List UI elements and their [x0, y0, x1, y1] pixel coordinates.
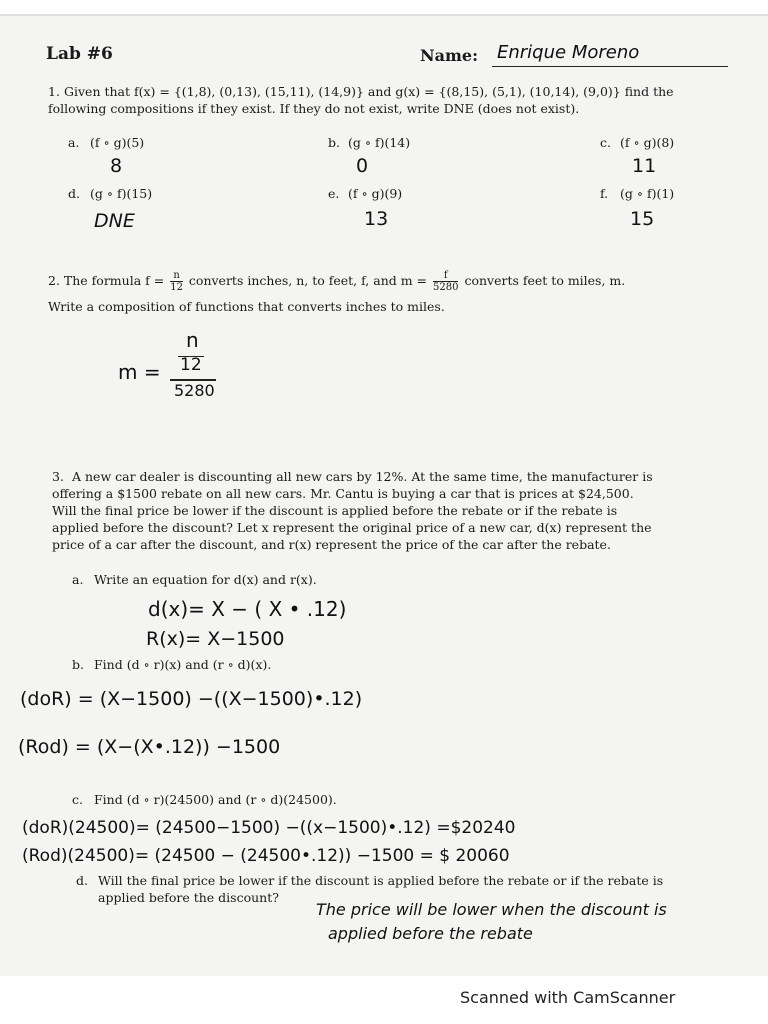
q3a-answer-d: d(x)= X − ( X • .12)	[148, 597, 347, 621]
q3c-answer-dor: (doR)(24500)= (24500−1500) −((x−1500)•.12) =$20240	[22, 818, 516, 838]
frac2-denominator: 5280	[433, 282, 459, 293]
q2-fraction-f-over-5280	[433, 270, 458, 293]
q2-answer-mid: 12	[180, 355, 202, 375]
student-name-handwritten: Enrique Moreno	[497, 42, 640, 63]
q3-line-2: offering a $1500 rebate on all new cars. Mr. Cantu is buying a car that is prices at $24,500.	[52, 486, 634, 501]
q3a-answer-r: R(x)= X−1500	[146, 628, 285, 650]
q3d-label: d.	[76, 873, 88, 888]
q3d-answer-line-1: The price will be lower when the discount is	[316, 900, 667, 919]
q3-line-1: A new car dealer is discounting all new cars by 12%. At the same time, the manufacturer is	[72, 469, 653, 484]
q2-text-2: converts inches, n, to feet, f, and m =	[188, 273, 428, 288]
q3-number: 3.	[52, 469, 64, 484]
q2-number: 2.	[48, 273, 60, 288]
q1c-expr: (f ∘ g)(8)	[620, 135, 675, 150]
frac2-numerator: f	[433, 270, 458, 282]
q3-line-3: Will the final price be lower if the discount is applied before the rebate or if the rebate is	[52, 503, 618, 518]
q3b-text: Find (d ∘ r)(x) and (r ∘ d)(x).	[94, 657, 272, 672]
q1a-label: a.	[68, 135, 80, 150]
q1a-answer: 8	[110, 155, 123, 177]
q1-line-2: following compositions if they exist. If they do not exist, write DNE (does not exist).	[48, 101, 580, 116]
name-underline	[492, 66, 728, 67]
q3c-label: c.	[72, 792, 83, 807]
q3-line-5: price of a car after the discount, and r(x) represent the price of the car after the rebate.	[52, 537, 611, 552]
q1-line-1: Given that f(x) = {(1,8), (0,13), (15,11), (14,9)} and g(x) = {(8,15), (5,1), (10,14), (9,0)} find the	[64, 84, 674, 99]
q2-text-1: The formula f =	[63, 273, 165, 288]
q1a-expr: (f ∘ g)(5)	[90, 135, 145, 150]
q1e-expr: (f ∘ g)(9)	[348, 186, 403, 201]
q3b-answer-dor: (doR) = (X−1500) −((X−1500)•.12)	[20, 688, 363, 710]
q3d-answer-line-2: applied before the rebate	[328, 924, 533, 943]
q3b-label: b.	[72, 657, 84, 672]
q1d-label: d.	[68, 186, 80, 201]
q2-answer-numerator: n	[186, 328, 199, 352]
q1f-label: f.	[600, 186, 609, 201]
q1d-answer: DNE	[94, 210, 135, 232]
q1c-answer: 11	[632, 155, 657, 177]
camscanner-watermark: Scanned with CamScanner	[460, 988, 676, 1007]
q1f-expr: (g ∘ f)(1)	[620, 186, 675, 201]
q1d-expr: (g ∘ f)(15)	[90, 186, 153, 201]
q2-answer-denominator: 5280	[174, 381, 215, 400]
q3a-label: a.	[72, 572, 84, 587]
q1-number: 1.	[48, 84, 60, 99]
q2-text-3: converts feet to miles, m.	[464, 273, 626, 288]
frac1-denominator: 12	[170, 282, 183, 293]
q1c-label: c.	[600, 135, 611, 150]
frac1-numerator: n	[170, 270, 183, 282]
q1f-answer: 15	[630, 208, 655, 230]
q3-line-4: applied before the discount? Let x represent the original price of a new car, d(x) represent the	[52, 520, 652, 535]
q2-fraction-n-over-12	[170, 270, 183, 293]
q1b-expr: (g ∘ f)(14)	[348, 135, 411, 150]
q3b-answer-rod: (Rod) = (X−(X•.12)) −1500	[18, 736, 281, 758]
q2-line-1	[48, 270, 625, 293]
q3a-text: Write an equation for d(x) and r(x).	[94, 572, 317, 587]
lab-title: Lab #6	[46, 44, 113, 64]
q2-line-2: Write a composition of functions that converts inches to miles.	[48, 299, 445, 314]
q3c-text: Find (d ∘ r)(24500) and (r ∘ d)(24500).	[94, 792, 337, 807]
q1e-label: e.	[328, 186, 340, 201]
q3d-text-1: Will the final price be lower if the discount is applied before the rebate or if the rebate is	[98, 873, 664, 888]
q3d-text-2: applied before the discount?	[98, 890, 279, 905]
q2-answer-lhs: m =	[118, 360, 161, 384]
q1e-answer: 13	[364, 208, 389, 230]
scanned-worksheet	[0, 14, 768, 976]
q1b-answer: 0	[356, 155, 369, 177]
q1b-label: b.	[328, 135, 340, 150]
q3c-answer-rod: (Rod)(24500)= (24500 − (24500•.12)) −1500 = $ 20060	[22, 846, 510, 866]
name-label: Name:	[420, 46, 479, 65]
